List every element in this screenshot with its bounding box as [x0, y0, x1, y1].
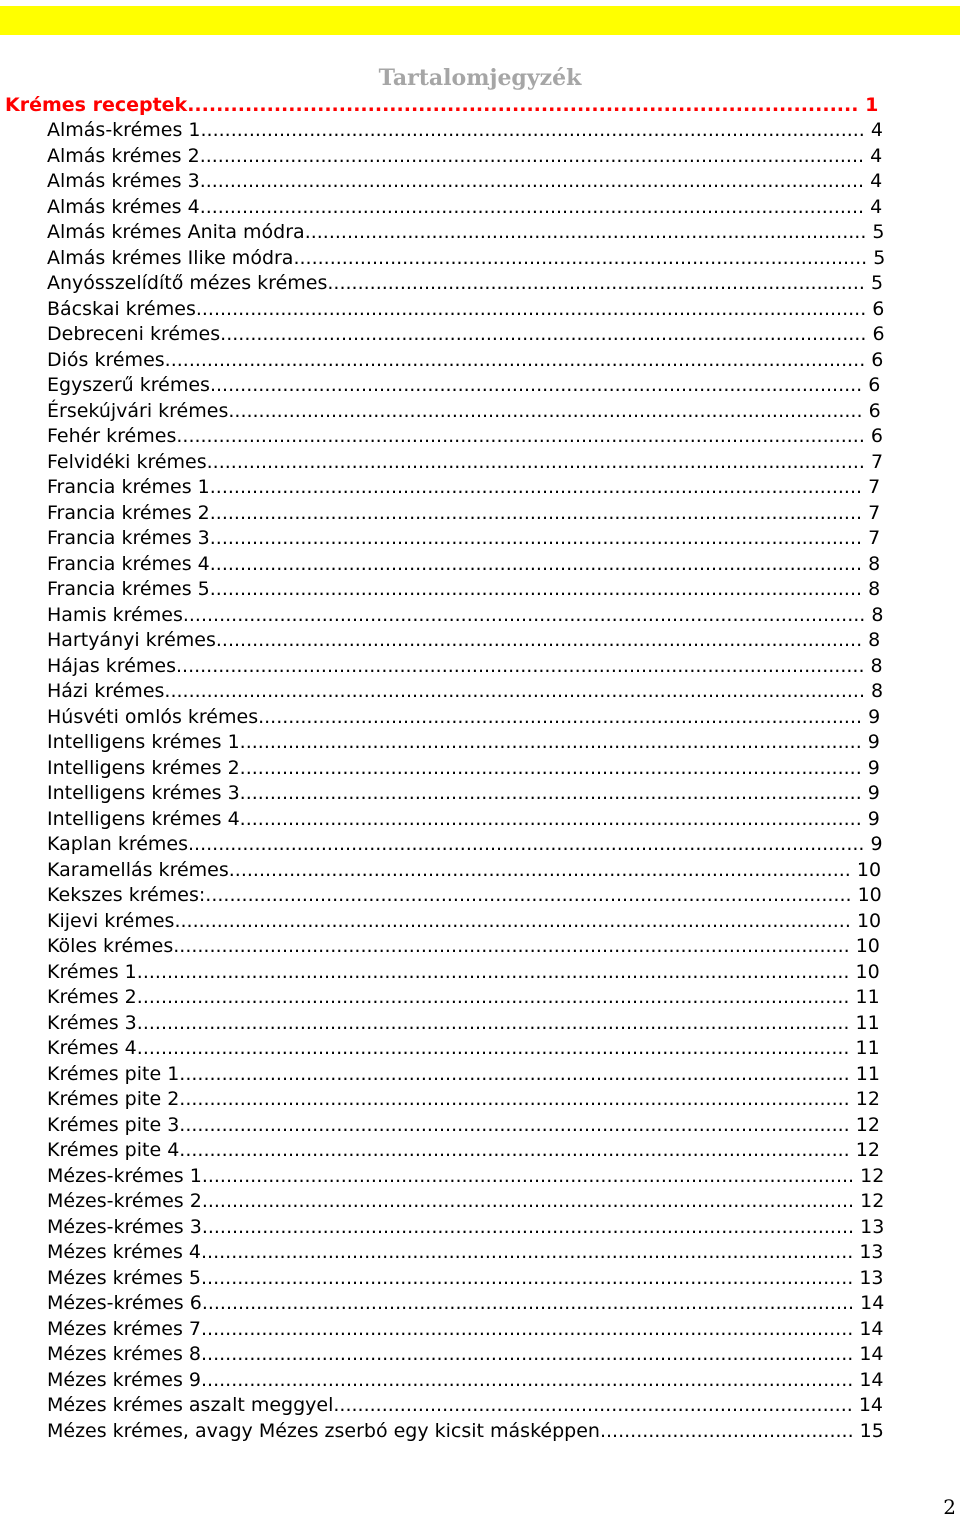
toc-entry[interactable]	[47, 220, 885, 246]
toc-entry-label: Diós krémes	[47, 348, 165, 371]
toc-entry-label: Almás krémes 2	[47, 144, 200, 167]
toc-entry-label: Debreceni krémes	[47, 323, 221, 345]
toc-entry-label: Hájas krémes	[47, 654, 176, 677]
toc-entry-label: Anyósszelídítő mézes krémes	[47, 272, 328, 294]
toc-entry[interactable]	[47, 373, 885, 399]
toc-entry-label: Francia krémes 5	[47, 578, 210, 600]
toc-entry-page: 12	[860, 1164, 885, 1187]
toc-entry-label: Húsvéti omlós krémes	[47, 705, 259, 728]
toc-entry-label: Kekszes krémes:	[47, 884, 206, 906]
toc-entry-label: Egyszerű krémes	[47, 374, 210, 396]
toc-entry-label: Krémes 4	[47, 1037, 137, 1059]
toc-entry-label: Almás krémes Ilike módra	[47, 246, 294, 269]
toc-entry-page: 14	[859, 1368, 884, 1391]
toc-entry-page: 6	[870, 425, 884, 447]
toc-leader-dots: ......................................................................................................................	[136, 1037, 856, 1059]
toc-entry[interactable]	[47, 909, 885, 935]
toc-entry-page: 7	[868, 527, 881, 549]
toc-leader-dots: .......................................................................................................	[239, 782, 868, 804]
toc-entry[interactable]	[47, 1266, 885, 1292]
toc-entry-label: Krémes 2	[47, 986, 137, 1008]
toc-leader-dots: .........................................................................................................	[228, 399, 869, 422]
toc-leader-dots: ....................................................................................................................	[164, 680, 872, 702]
toc-entry[interactable]	[47, 858, 885, 884]
toc-leader-dots: ................................................................................................................	[188, 833, 871, 855]
toc-entry[interactable]	[47, 1342, 885, 1368]
toc-entry-page: 14	[859, 1317, 884, 1340]
toc-entry-page: 10	[855, 935, 880, 957]
toc-leader-dots: ...............................................................................................	[293, 246, 874, 269]
toc-entry-page: 10	[855, 960, 880, 983]
toc-entry-label: Hamis krémes	[47, 603, 183, 626]
toc-entry-label: Mézes krémes, avagy Mézes zserbó egy kicsit másképpen	[47, 1419, 600, 1442]
toc-leader-dots: ............................................................................................................	[209, 501, 869, 524]
toc-entry[interactable]	[47, 246, 885, 272]
toc-leader-dots: ....................................................................................................	[258, 705, 869, 728]
toc-leader-dots: ............................................................................................................	[201, 1343, 860, 1365]
toc-entry-label: Mézes-krémes 2	[47, 1190, 202, 1212]
toc-entry-label: Almás krémes 3	[47, 170, 200, 192]
toc-list	[47, 118, 885, 1444]
toc-leader-dots: ......................................................................................................................	[136, 1011, 856, 1034]
toc-heading-label: Krémes receptek	[5, 94, 188, 116]
toc-entry[interactable]	[47, 1138, 885, 1164]
toc-entry[interactable]	[47, 450, 885, 476]
header-highlight-bar	[0, 6, 960, 35]
toc-leader-dots: ..................................................................................................................	[175, 654, 871, 677]
toc-entry[interactable]	[47, 1291, 885, 1317]
toc-entry-label: Intelligens krémes 3	[47, 782, 240, 804]
toc-leader-dots: ............................................................................................................	[209, 476, 869, 498]
toc-entry-label: Intelligens krémes 1	[47, 731, 240, 753]
toc-entry-page: 9	[868, 705, 881, 728]
toc-entry-label: Krémes pite 1	[47, 1062, 180, 1085]
toc-leader-dots: ..............................................................................................................	[199, 170, 871, 192]
toc-entry-page: 8	[868, 629, 881, 651]
toc-entry[interactable]	[47, 169, 885, 195]
toc-leader-dots: ............................................................................................................	[201, 1164, 861, 1187]
toc-entry-page: 8	[871, 603, 884, 626]
toc-entry-label: Francia krémes 4	[47, 552, 210, 575]
toc-entry-label: Bácskai krémes	[47, 297, 196, 320]
toc-leader-dots: ...............................................................................................................	[179, 1088, 856, 1110]
toc-entry-page: 15	[859, 1419, 884, 1442]
toc-entry-page: 8	[871, 680, 884, 702]
toc-entry[interactable]	[47, 985, 885, 1011]
toc-leader-dots: .............................................................................................	[304, 221, 873, 243]
toc-entry-label: Almás krémes Anita módra	[47, 221, 305, 243]
toc-entry-page: 6	[868, 374, 881, 396]
toc-entry[interactable]	[47, 1011, 885, 1037]
toc-entry-page: 13	[859, 1241, 884, 1263]
toc-leader-dots: ................................................................................................................	[173, 935, 856, 957]
toc-entry[interactable]	[47, 1036, 885, 1062]
toc-entry[interactable]	[47, 730, 885, 756]
toc-entry[interactable]	[47, 756, 885, 782]
toc-entry-page: 6	[868, 399, 881, 422]
toc-entry[interactable]	[47, 348, 885, 374]
toc-leader-dots: .................................................................................................................	[182, 603, 872, 626]
toc-leader-dots: ..............................................................................................................	[199, 144, 871, 167]
toc-leader-dots: ..............................................................................................................	[199, 195, 871, 218]
toc-entry-page: 10	[856, 858, 882, 881]
toc-entry-label: Intelligens krémes 2	[47, 756, 240, 779]
toc-entry[interactable]	[47, 628, 885, 654]
toc-entry[interactable]	[47, 475, 885, 501]
toc-entry[interactable]	[47, 501, 885, 527]
toc-entry-label: Almás krémes 4	[47, 195, 200, 218]
toc-entry-page: 8	[868, 552, 881, 575]
toc-entry-label: Köles krémes	[47, 935, 174, 957]
toc-leader-dots: ..........................................	[599, 1419, 860, 1442]
toc-entry[interactable]	[47, 297, 885, 323]
toc-entry-page: 12	[855, 1113, 880, 1136]
toc-entry[interactable]	[47, 781, 885, 807]
toc-entry[interactable]	[47, 654, 885, 680]
toc-entry-label: Felvidéki krémes	[47, 450, 207, 473]
toc-leader-dots: ...........................................................................................................	[215, 629, 869, 651]
toc-entry[interactable]	[47, 1419, 885, 1445]
toc-leader-dots: ...........................................................................................................	[205, 884, 858, 906]
toc-leader-dots: ............................................................................................................	[201, 1368, 860, 1391]
toc-entry-page: 7	[868, 476, 881, 498]
toc-entry-page: 6	[871, 348, 884, 371]
toc-leader-dots: .......................................................................................................	[239, 807, 868, 830]
toc-entry-label: Fehér krémes	[47, 425, 177, 447]
toc-entry-page: 14	[860, 1292, 885, 1314]
toc-entry-label: Francia krémes 3	[47, 527, 210, 549]
toc-leader-dots: ...............................................................................................................	[195, 297, 873, 320]
toc-entry-label: Házi krémes	[47, 680, 165, 702]
toc-entry[interactable]	[47, 934, 885, 960]
toc-leader-dots: .............................................................................................................	[206, 450, 871, 473]
toc-entry-label: Mézes-krémes 3	[47, 1215, 202, 1238]
toc-leader-dots: ............................................................................................................	[209, 578, 869, 600]
toc-leader-dots: ............................................................................................................	[201, 1292, 861, 1314]
toc-leader-dots: ............................................................................................................	[209, 374, 869, 396]
toc-entry-page: 11	[855, 1037, 880, 1059]
toc-entry[interactable]	[47, 705, 885, 731]
toc-entry[interactable]	[47, 271, 885, 297]
toc-entry[interactable]	[47, 832, 885, 858]
page-title: Tartalomjegyzék	[378, 65, 582, 91]
toc-entry-page: 8	[868, 578, 881, 600]
toc-entry[interactable]	[47, 552, 885, 578]
toc-entry-label: Karamellás krémes	[47, 858, 229, 881]
toc-leader-dots: .......................................................................................................	[239, 756, 868, 779]
toc-leader-dots: .......................................................................................................	[228, 858, 857, 881]
toc-entry-page: 11	[855, 1062, 880, 1085]
toc-entry-page: 11	[855, 1011, 880, 1034]
toc-entry-page: 5	[870, 272, 884, 294]
toc-entry-label: Mézes krémes aszalt meggyel	[47, 1394, 334, 1416]
toc-entry-page: 13	[860, 1215, 885, 1238]
toc-entry-page: 7	[868, 501, 881, 524]
toc-entry-label: Mézes krémes 8	[47, 1343, 201, 1365]
toc-entry[interactable]	[47, 577, 885, 603]
toc-leader-dots: ............................................................................................................	[209, 527, 869, 549]
toc-entry-label: Krémes 1	[47, 960, 137, 983]
toc-entry[interactable]	[47, 1240, 885, 1266]
toc-entry[interactable]	[47, 118, 885, 144]
toc-entry[interactable]	[47, 1215, 885, 1241]
toc-leader-dots: ....................................................................................................................	[164, 348, 872, 371]
toc-entry-page: 14	[858, 1394, 884, 1416]
toc-leader-dots: .........................................................................................	[327, 272, 871, 294]
toc-leader-dots: ..............................................................................................................	[200, 119, 871, 141]
toc-entry-page: 4	[870, 195, 883, 218]
toc-entry-page: 9	[867, 782, 880, 804]
toc-leader-dots: ...............................................................................................................	[179, 1139, 856, 1161]
toc-entry-label: Krémes pite 2	[47, 1088, 180, 1110]
toc-leader-dots: ............................................................................................................	[209, 552, 869, 575]
toc-entry[interactable]	[47, 603, 885, 629]
toc-entry-label: Érsekújvári krémes	[47, 399, 229, 422]
toc-leader-dots: .......................................................................................................	[239, 731, 868, 753]
toc-entry-label: Kijevi krémes	[47, 909, 175, 932]
toc-entry[interactable]	[47, 1087, 885, 1113]
toc-leader-dots: ...............................................................................................................	[179, 1062, 856, 1085]
toc-entry-label: Mézes krémes 9	[47, 1368, 201, 1391]
toc-entry-label: Francia krémes 2	[47, 501, 210, 524]
toc-entry[interactable]	[47, 526, 885, 552]
toc-entry[interactable]	[47, 195, 885, 221]
toc-leader-dots: ............................................................................................................	[201, 1215, 861, 1238]
toc-entry[interactable]	[47, 1317, 885, 1343]
toc-entry-page: 5	[873, 246, 886, 269]
toc-entry-page: 7	[871, 450, 884, 473]
page-number: 2	[943, 1495, 956, 1519]
toc-entry-page: 8	[870, 654, 883, 677]
toc-entry[interactable]	[47, 1393, 885, 1419]
toc-leader-dots: ................................................................................................................	[174, 909, 857, 932]
toc-entry[interactable]	[47, 424, 885, 450]
toc-entry-page: 12	[855, 1088, 880, 1110]
toc-entry[interactable]	[47, 399, 885, 425]
toc-entry-label: Intelligens krémes 4	[47, 807, 240, 830]
toc-entry-page: 9	[867, 807, 880, 830]
toc-entry-page: 11	[855, 986, 880, 1008]
toc-entry-label: Krémes 3	[47, 1011, 137, 1034]
toc-entry-page: 5	[872, 221, 885, 243]
toc-entry[interactable]	[47, 960, 885, 986]
toc-entry-label: Mézes krémes 7	[47, 1317, 201, 1340]
toc-entry[interactable]	[47, 883, 885, 909]
toc-entry-label: Hartyányi krémes	[47, 629, 216, 651]
toc-leader-dots: ......................................................................................................................	[136, 986, 856, 1008]
toc-entry-label: Mézes krémes 4	[47, 1241, 201, 1263]
toc-entry-page: 14	[859, 1343, 884, 1365]
toc-entry[interactable]	[47, 1062, 885, 1088]
toc-leader-dots: ............................................................................................................	[201, 1317, 860, 1340]
toc-entry[interactable]	[47, 1164, 885, 1190]
toc-entry-label: Mézes-krémes 6	[47, 1292, 202, 1314]
toc-entry-page: 12	[860, 1190, 885, 1212]
toc-entry-page: 4	[870, 119, 883, 141]
toc-entry[interactable]	[47, 322, 885, 348]
toc-leader-dots: ............................................................................................................	[201, 1190, 861, 1212]
toc-leader-dots: ............................................................................................................	[201, 1266, 860, 1289]
toc-heading-page: 1	[865, 94, 879, 116]
toc-leader-dots: ......................................................................................................................	[136, 960, 856, 983]
toc-entry-label: Almás-krémes 1	[47, 119, 201, 141]
toc-leader-dots: .............................................................................................	[187, 94, 866, 116]
toc-entry-page: 4	[870, 170, 883, 192]
toc-entry-label: Krémes pite 3	[47, 1113, 180, 1136]
toc-entry-page: 10	[856, 909, 882, 932]
toc-entry-page: 6	[872, 323, 885, 345]
toc-leader-dots: ............................................................................................................	[201, 1241, 860, 1263]
toc-heading-entry[interactable]	[5, 92, 878, 118]
toc-entry-label: Krémes pite 4	[47, 1139, 180, 1161]
toc-entry-label: Kaplan krémes	[47, 833, 189, 855]
toc-leader-dots: ...........................................................................................................	[220, 323, 873, 345]
toc-entry-page: 9	[867, 731, 880, 753]
toc-entry-page: 9	[870, 833, 883, 855]
toc-entry[interactable]	[47, 679, 885, 705]
toc-leader-dots: ......................................................................................	[333, 1394, 859, 1416]
toc-entry-label: Mézes-krémes 1	[47, 1164, 202, 1187]
toc-entry-page: 10	[857, 884, 882, 906]
toc-entry[interactable]	[47, 1113, 885, 1139]
toc-entry[interactable]	[47, 807, 885, 833]
toc-entry-label: Mézes krémes 5	[47, 1266, 201, 1289]
toc-entry-page: 6	[872, 297, 885, 320]
toc-entry-page: 4	[870, 144, 883, 167]
toc-entry[interactable]	[47, 1368, 885, 1394]
toc-entry-label: Francia krémes 1	[47, 476, 210, 498]
toc-entry-page: 9	[867, 756, 880, 779]
toc-entry-page: 13	[859, 1266, 884, 1289]
toc-leader-dots: ..................................................................................................................	[176, 425, 871, 447]
toc-entry[interactable]	[47, 1189, 885, 1215]
toc-entry-page: 12	[855, 1139, 880, 1161]
toc-leader-dots: ...............................................................................................................	[179, 1113, 856, 1136]
toc-entry[interactable]	[47, 144, 885, 170]
